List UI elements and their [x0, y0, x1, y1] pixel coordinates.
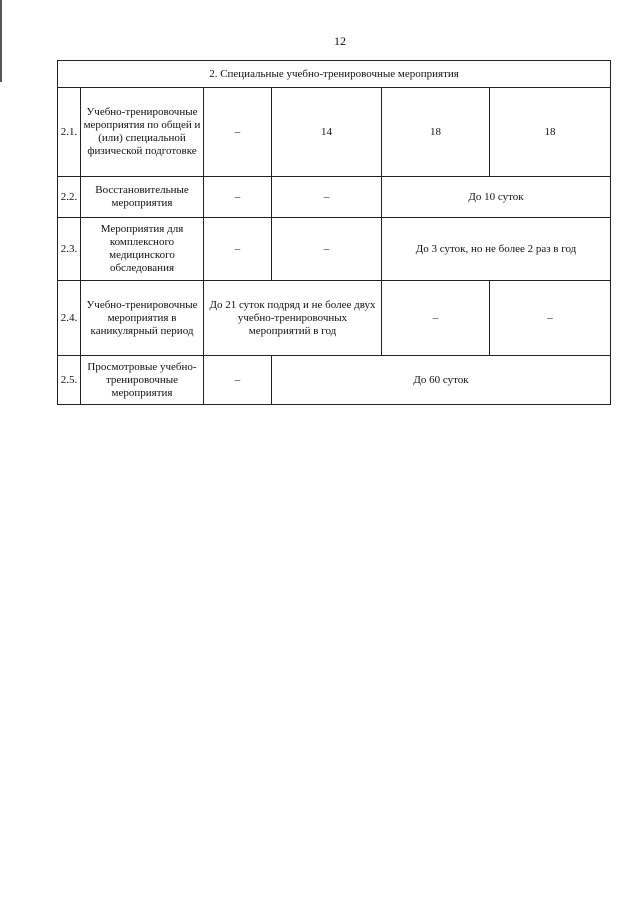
row-name: Мероприятия для комплексного медицинского обследования: [81, 218, 204, 281]
table-row: [58, 177, 611, 218]
row-cell-merged: До 21 суток подряд и не более двух учебно-тренировочных мероприятий в год: [204, 281, 382, 356]
row-cell: –: [272, 218, 382, 281]
row-cell: 14: [272, 88, 382, 177]
row-cell: –: [204, 88, 272, 177]
events-table-container: [57, 60, 610, 405]
section-title: 2. Специальные учебно-тренировочные мероприятия: [58, 61, 611, 88]
events-table: [57, 60, 611, 405]
row-cell: –: [272, 177, 382, 218]
page-number: 12: [334, 34, 346, 48]
row-cell: –: [382, 281, 490, 356]
row-name: Учебно-тренировочные мероприятия в каникулярный период: [81, 281, 204, 356]
row-name: Просмотровые учебно-тренировочные мероприятия: [81, 356, 204, 405]
row-number: 2.1.: [58, 88, 81, 177]
row-cell-merged: До 60 суток: [272, 356, 611, 405]
table-row: [58, 281, 611, 356]
row-number: 2.5.: [58, 356, 81, 405]
row-name: Учебно-тренировочные мероприятия по общей и (или) специальной физической подготовке: [81, 88, 204, 177]
row-cell-merged: До 3 суток, но не более 2 раз в год: [382, 218, 611, 281]
row-number: 2.3.: [58, 218, 81, 281]
row-cell-merged: До 10 суток: [382, 177, 611, 218]
row-cell: –: [490, 281, 611, 356]
table-row: [58, 88, 611, 177]
row-number: 2.4.: [58, 281, 81, 356]
table-row: [58, 356, 611, 405]
row-cell: –: [204, 177, 272, 218]
row-name: Восстановительные мероприятия: [81, 177, 204, 218]
table-row: [58, 218, 611, 281]
row-cell: –: [204, 356, 272, 405]
row-cell: 18: [490, 88, 611, 177]
row-cell: 18: [382, 88, 490, 177]
row-cell: –: [204, 218, 272, 281]
row-number: 2.2.: [58, 177, 81, 218]
